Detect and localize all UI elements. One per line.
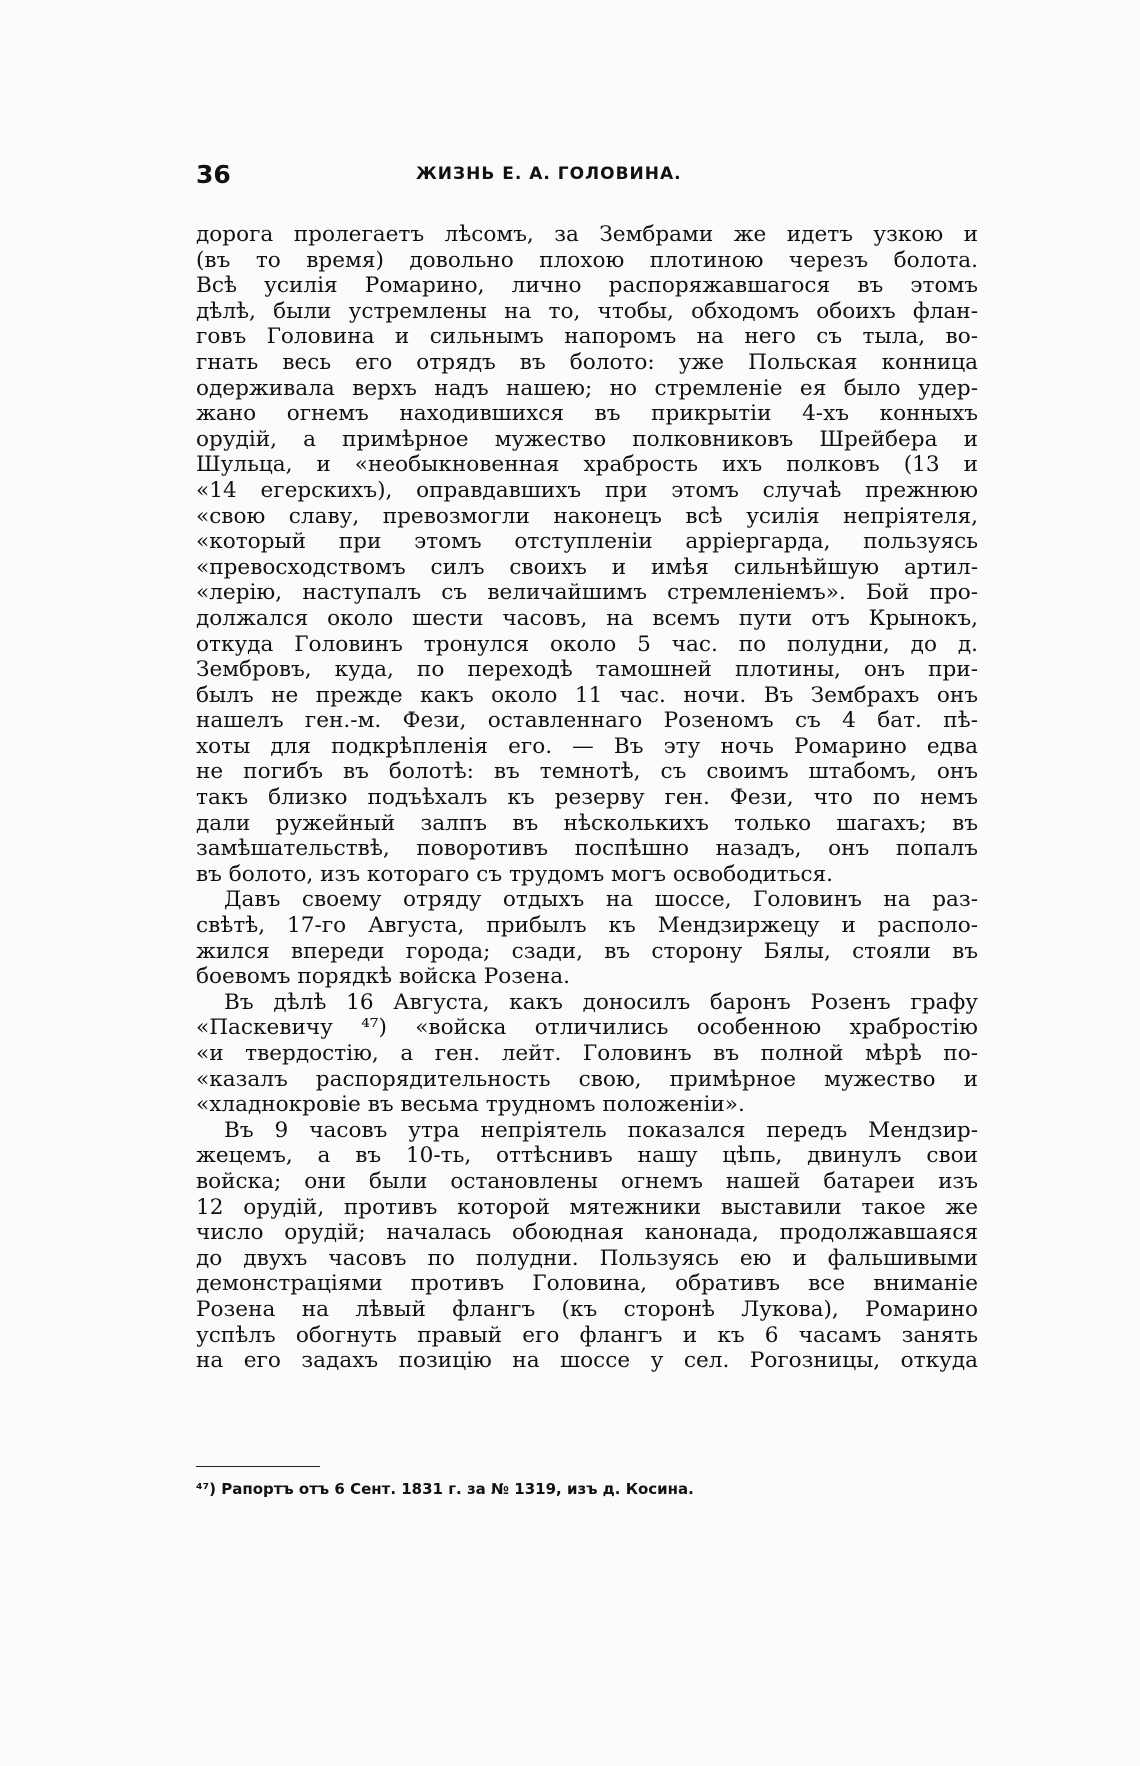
text-line: одерживала верхъ надъ нашею; но стремленіе ея было удер-	[196, 375, 978, 401]
text-line: нашелъ ген.-м. Фези, оставленнаго Розеномъ съ 4 бат. пѣ-	[196, 708, 978, 734]
text-line: войска; они были остановлены огнемъ нашей батареи изъ	[196, 1168, 978, 1194]
page-number: 36	[196, 160, 231, 189]
text-line: Розена на лѣвый флангъ (къ сторонѣ Лукова), Ромарино	[196, 1296, 978, 1322]
text-line: «лерію, наступалъ съ величайшимъ стремленіемъ». Бой про-	[196, 580, 978, 606]
text-line: «превосходствомъ силъ своихъ и имѣя сильнѣйшую артил-	[196, 554, 978, 580]
text-line: до двухъ часовъ по полудни. Пользуясь ею и фальшивыми	[196, 1245, 978, 1271]
text-line: демонстраціями противъ Головина, обративъ все вниманіе	[196, 1271, 978, 1297]
text-line: дорога пролегаетъ лѣсомъ, за Зембрами же идетъ узкою и	[196, 222, 978, 247]
text-line: жано огнемъ находившихся въ прикрытіи 4-хъ конныхъ	[196, 401, 978, 427]
text-line: жился впереди города; сзади, въ сторону Бялы, стояли въ	[196, 938, 978, 964]
text-line: дѣлѣ, были устремлены на то, чтобы, обходомъ обоихъ флан-	[196, 298, 978, 324]
text-line: такъ близко подъѣхалъ къ резерву ген. Фези, что по немъ	[196, 785, 978, 811]
text-line: «14 егерскихъ), оправдавшихъ при этомъ случаѣ прежнюю	[196, 477, 978, 503]
text-line: 12 орудій, противъ которой мятежники выставили такое же	[196, 1194, 978, 1220]
text-line: Давъ своему отряду отдыхъ на шоссе, Головинъ на раз-	[224, 887, 978, 913]
text-line: Зембровъ, куда, по переходѣ тамошней плотины, онъ при-	[196, 657, 978, 683]
text-line: не погибъ въ болотѣ: въ темнотѣ, съ своимъ штабомъ, онъ	[196, 759, 978, 785]
text-line: Шульца, и «необыкновенная храбрость ихъ полковъ (13 и	[196, 452, 978, 478]
body-text	[196, 222, 978, 1374]
text-line: свѣтѣ, 17-го Августа, прибылъ къ Мендзиржецу и располо-	[196, 913, 978, 939]
text-line: говъ Головина и сильнымъ напоромъ на него съ тыла, во-	[196, 324, 978, 350]
text-line: Въ 9 часовъ утра непріятель показался передъ Мендзир-	[224, 1117, 978, 1143]
text-line: «свою славу, превозмогли наконецъ всѣ усилія непріятеля,	[196, 503, 978, 529]
text-line: гнать весь его отрядъ въ болото: уже Польская конница	[196, 349, 978, 375]
text-line: въ болото, изъ котораго съ трудомъ могъ освободиться.	[196, 861, 834, 887]
text-line: «казалъ распорядительность свою, примѣрное мужество и	[196, 1066, 978, 1092]
text-line: дали ружейный залпъ въ нѣсколькихъ только шагахъ; въ	[196, 810, 978, 836]
footnote-divider	[196, 1466, 320, 1467]
text-line: Въ дѣлѣ 16 Августа, какъ доносилъ баронъ Розенъ графу	[224, 989, 978, 1015]
text-line: успѣлъ обогнуть правый его флангъ и къ 6 часамъ занять	[196, 1322, 978, 1348]
text-line: боевомъ порядкѣ войска Розена.	[196, 964, 570, 990]
text-line: число орудій; началась обоюдная канонада, продолжавшаяся	[196, 1220, 978, 1246]
text-line: замѣшательствѣ, поворотивъ поспѣшно назадъ, онъ попалъ	[196, 836, 978, 862]
text-line: былъ не прежде какъ около 11 час. ночи. Въ Зембрахъ онъ	[196, 682, 978, 708]
text-line: «и твердостію, а ген. лейт. Головинъ въ полной мѣрѣ по-	[196, 1041, 978, 1066]
text-line: «который при этомъ отступленіи арріергарда, пользуясь	[196, 529, 978, 555]
text-line: (въ то время) довольно плохою плотиною черезъ болота.	[196, 247, 978, 273]
text-line: на его задахъ позицію на шоссе у сел. Рогозницы, откуда	[196, 1348, 978, 1374]
text-line: откуда Головинъ тронулся около 5 час. по полудни, до д.	[196, 631, 978, 657]
text-line: Всѣ усилія Ромарино, лично распоряжавшагося въ этомъ	[196, 273, 978, 299]
footnote: ⁴⁷) Рапортъ отъ 6 Сент. 1831 г. за № 1319, изъ д. Косина.	[196, 1480, 694, 1498]
text-line: должался около шести часовъ, на всемъ пути отъ Крынокъ,	[196, 605, 978, 631]
text-line: «хладнокровіе въ весьма трудномъ положеніи».	[196, 1092, 745, 1118]
text-line: «Паскевичу ⁴⁷) «войска отличились особенною храбростію	[196, 1015, 978, 1041]
page-header	[196, 160, 978, 194]
text-line: хоты для подкрѣпленія его. — Въ эту ночь Ромарино едва	[196, 733, 978, 759]
running-title: ЖИЗНЬ Е. А. ГОЛОВИНА.	[416, 164, 682, 184]
text-line: орудій, а примѣрное мужество полковниковъ Шрейбера и	[196, 426, 978, 452]
text-line: жецемъ, а въ 10-ть, оттѣснивъ нашу цѣпь, двинулъ свои	[196, 1143, 978, 1169]
